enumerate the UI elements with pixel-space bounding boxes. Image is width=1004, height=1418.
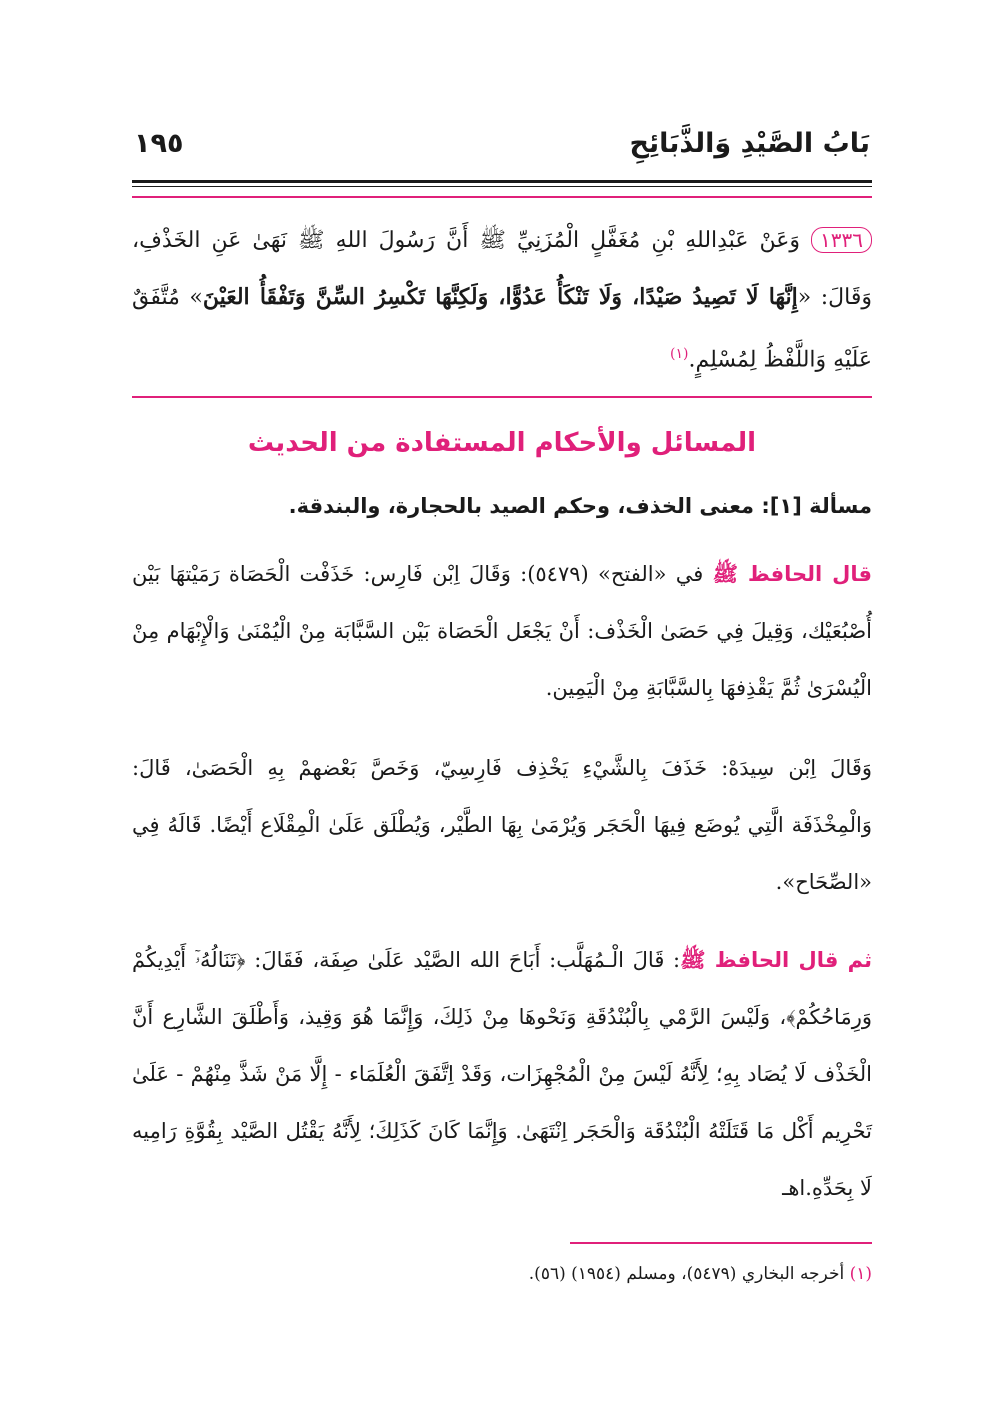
hadith-intro: وَعَنْ عَبْدِاللهِ بْنِ مُغَفَّلٍ الْمُزَنِيِّ ﷺ أَنَّ رَسُولَ اللهِ ﷺ نَهَىٰ عَنِ الخَذْفِ، وَقَالَ: «	[132, 228, 872, 310]
hadith-text	[132, 212, 872, 388]
footnote-text: أخرجه البخاري (٥٤٧٩)، ومسلم (١٩٥٤) (٥٦).	[528, 1264, 850, 1284]
paragraph-3-lead: ثم قال الحافظ ﷺ	[680, 948, 872, 972]
chapter-title: بَابُ الصَّيْدِ وَالذَّبَائِحِ	[629, 128, 870, 159]
hadith-outro: » مُتَّفَقٌ عَلَيْهِ وَاللَّفْظُ لِمُسْلِمٍ.	[132, 285, 872, 373]
running-header	[132, 124, 870, 172]
paragraph-1-lead: قال الحافظ ﷺ	[712, 562, 872, 586]
footnote-mark: (١)	[849, 1264, 872, 1284]
paragraph-3	[132, 932, 872, 1217]
paragraph-3-text: : قَالَ الْـمُهَلَّب: أَبَاحَ الله الصَّيْد عَلَىٰ صِفَة، فَقَالَ: ﴿تَنَالُهُۥٓ أَيْدِيكُمْ وَرِمَاحُكُمْ﴾، وَلَيْسَ الرَّمْي بِالْبُنْدُقَةِ وَنَحْوهَا مِنْ ذَلِكَ، وَإِنَّمَا هُوَ وَقِيذ، وَأَطْلَقَ الشَّارِع أَنَّ الْخَذْف لَا يُصَاد بِهِ؛ لِأَنَّهُ لَيْسَ مِنْ الْمُجْهِزَات، وَقَدْ اِتَّفَقَ الْعُلَمَاء - إِلَّا مَنْ شَذَّ مِنْهُمْ - عَلَىٰ تَحْرِيم أَكْل مَا قَتَلَتْهُ الْبُنْدُقَة وَالْحَجَر اِنْتَهَىٰ. وَإِنَّمَا كَانَ كَذَلِكَ؛ لِأَنَّهُ يَقْتُل الصَّيْد بِقُوَّةِ رَامِيه لَا بِحَدِّهِ.اهـ	[132, 948, 872, 1200]
header-rule-thick	[132, 180, 872, 183]
hadith-quote: إِنَّهَا لَا تَصِيدُ صَيْدًا، وَلَا تَنْكَأُ عَدُوًّا، وَلَكِنَّهَا تَكْسِرُ السِّنَّ وَتَفْقَأُ العَيْنَ	[202, 284, 798, 310]
footnote	[132, 1264, 872, 1284]
masala-heading: مسألة [١]: معنى الخذف، وحكم الصيد بالحجارة، والبندقة.	[288, 494, 872, 518]
paragraph-2-text: وَقَالَ اِبْن سِيدَهْ: خَذَفَ بِالشَّيْءِ يَخْذِف فَارِسِيّ، وَخَصَّ بَعْضهمْ بِهِ الْحَصَىٰ، قَالَ: وَالْمِخْذَفَة الَّتِي يُوضَع فِيهَا الْحَجَر وَيُرْمَىٰ بِهَا الطَّيْر، وَيُطْلَق عَلَىٰ الْمِقْلَاع أَيْضًا. قَالَهُ فِي «الصِّحَاح».	[132, 756, 872, 894]
paragraph-1-text: في «الفتح» (٥٤٧٩): وَقَالَ اِبْن فَارِس: خَذَفْت الْحَصَاة رَمَيْتهَا بَيْن أُصْبُعَيْك، وَقِيلَ فِي حَصَىٰ الْخَذْف: أَنْ يَجْعَل الْحَصَاة بَيْن السَّبَّابَة مِنْ الْيُمْنَىٰ وَالْإِبْهَام مِنْ الْيُسْرَىٰ ثُمَّ يَقْذِفهَا بِالسَّبَّابَةِ مِنْ الْيَمِين.	[132, 562, 872, 700]
section-title: المسائل والأحكام المستفادة من الحديث	[247, 428, 757, 458]
hadith-top-rule	[132, 196, 872, 198]
hadith-number: ١٣٣٦	[811, 227, 872, 253]
header-rule-thin	[132, 186, 872, 187]
hadith-bottom-rule	[132, 396, 872, 398]
paragraph-1	[132, 546, 872, 717]
page-number: ١٩٥	[134, 128, 184, 159]
footnote-rule	[570, 1242, 872, 1244]
footnote-reference[interactable]: (١)	[670, 346, 689, 362]
paragraph-2	[132, 740, 872, 911]
